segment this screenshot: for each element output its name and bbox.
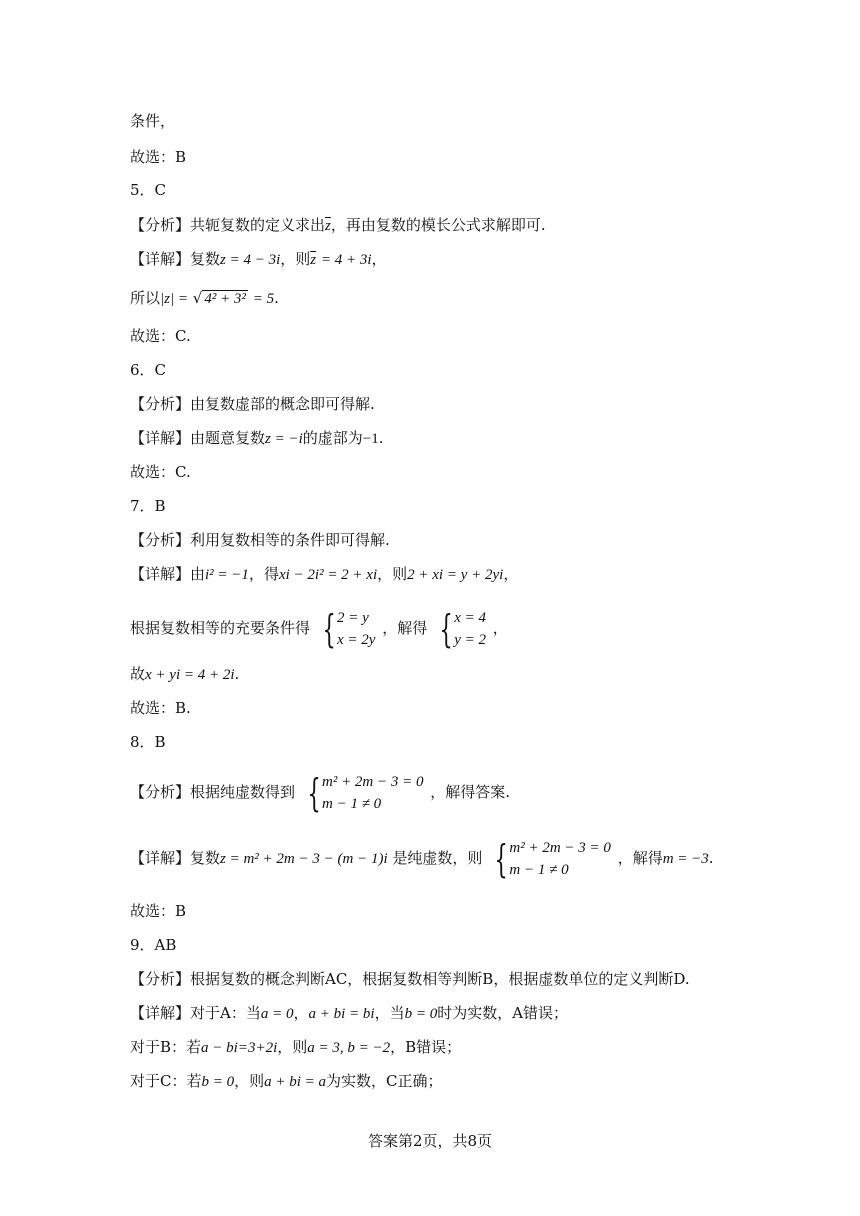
answer-line: 故选：B. bbox=[130, 699, 191, 717]
question-number: 6．C bbox=[130, 361, 167, 379]
equation-system: { 2 = y x = 2y bbox=[322, 607, 376, 651]
equation-system: { m² + 2m − 3 = 0 m − 1 ≠ 0 bbox=[307, 771, 424, 815]
analysis-line: 【分析】由复数虚部的概念即可得解. bbox=[130, 395, 375, 413]
question-number: 7．B bbox=[130, 497, 166, 515]
detail-line: 【详解】由题意复数z = −i的虚部为−1. bbox=[130, 429, 384, 447]
answer-line: 故选：C. bbox=[130, 327, 191, 345]
detail-line: 故x + yi = 4 + 2i. bbox=[130, 665, 240, 683]
question-number: 5．C bbox=[130, 181, 167, 199]
analysis-line: 【分析】根据复数的概念判断AC，根据复数相等判断B，根据虚数单位的定义判断D. bbox=[130, 970, 690, 988]
question-number: 9．AB bbox=[130, 936, 177, 954]
detail-line: 对于C：若b = 0，则a + bi = a为实数，C正确； bbox=[130, 1072, 443, 1090]
detail-line: 【详解】对于A：当a = 0，a + bi = bi，当b = 0时为实数，A错误； bbox=[130, 1004, 569, 1022]
detail-line: 根据复数相等的充要条件得 { 2 = y x = 2y ，解得 { x = 4 y = 2 ， bbox=[130, 607, 508, 651]
detail-line: 【详解】复数z = m² + 2m − 3 − (m − 1)i 是纯虚数，则 { m² + 2m − 3 = 0 m − 1 ≠ 0 ，解得m = −3. bbox=[130, 837, 714, 881]
text-line: 故选：B bbox=[130, 148, 187, 166]
equation-system: { x = 4 y = 2 bbox=[439, 607, 486, 651]
answer-line: 故选：B bbox=[130, 902, 187, 920]
detail-line: 对于B：若a − bi=3+2i，则a = 3, b = −2，B错误； bbox=[130, 1038, 462, 1056]
answer-line: 故选：C. bbox=[130, 463, 191, 481]
analysis-line: 【分析】根据纯虚数得到 { m² + 2m − 3 = 0 m − 1 ≠ 0 ，解得答案. bbox=[130, 771, 511, 815]
equation-system: { m² + 2m − 3 = 0 m − 1 ≠ 0 bbox=[494, 837, 611, 881]
detail-line: 【详解】复数z = 4 − 3i，则$\overline{z} = 4 + 3i$， bbox=[130, 250, 387, 268]
question-number: 8．B bbox=[130, 733, 166, 751]
analysis-line: 【分析】共轭复数的定义求出$\overline{z}$，再由复数的模长公式求解即可. bbox=[130, 216, 546, 234]
detail-line: 【详解】由i² = −1，得xi − 2i² = 2 + xi，则2 + xi = y + 2yi， bbox=[130, 565, 519, 583]
text-line: 条件， bbox=[130, 112, 176, 130]
page-footer: 答案第2页，共8页 bbox=[367, 1132, 493, 1150]
detail-line: 所以|z| = √ 4² + 3² = 5. bbox=[130, 289, 279, 307]
analysis-line: 【分析】利用复数相等的条件即可得解. bbox=[130, 531, 390, 549]
math-zbar: $\overline{z}$ bbox=[325, 218, 331, 234]
